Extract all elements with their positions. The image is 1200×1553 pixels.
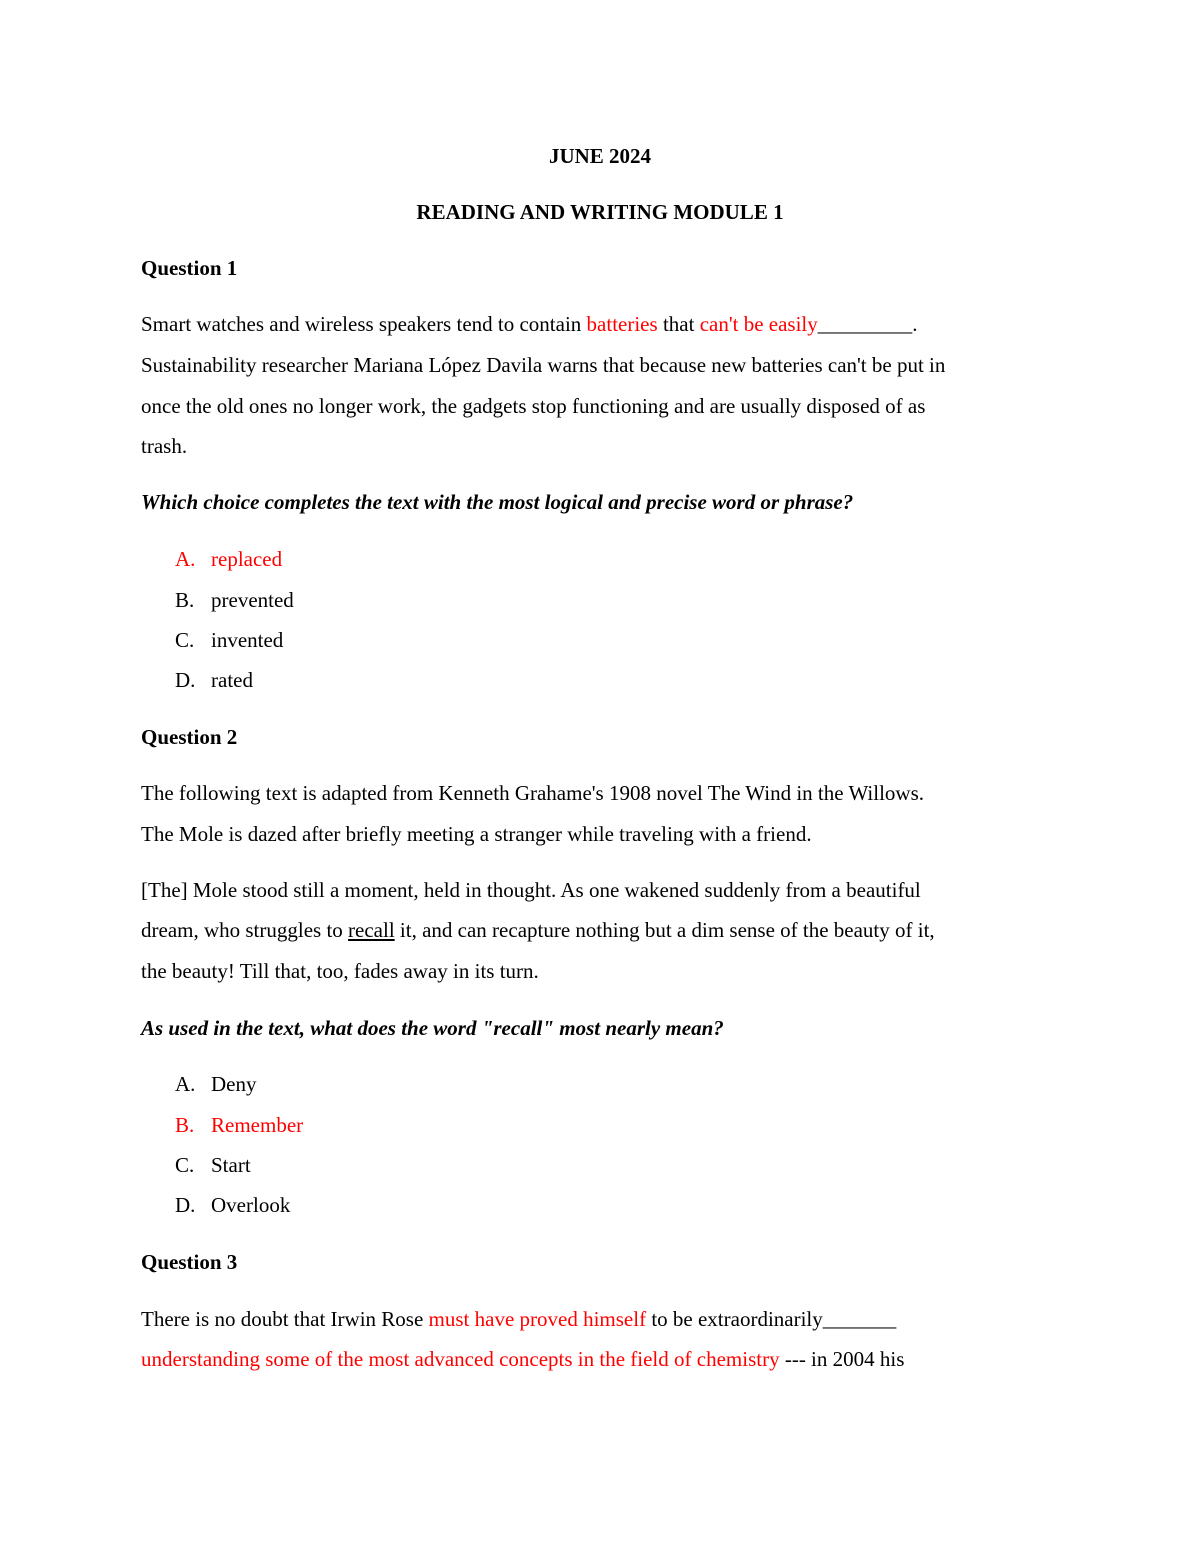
- option-letter: C.: [175, 628, 195, 652]
- question-1-option-c[interactable]: [175, 627, 283, 653]
- option-letter: B.: [175, 1113, 195, 1137]
- question-2-title: Question 2: [141, 725, 238, 749]
- question-2-passage-line-2: [141, 917, 935, 943]
- question-1-title: Question 1: [141, 256, 238, 280]
- question-1-option-d[interactable]: [175, 667, 253, 693]
- option-text: Start: [211, 1153, 251, 1177]
- text-span: that: [657, 312, 700, 336]
- option-letter: A.: [175, 1072, 196, 1096]
- question-1-text-line-1: [141, 311, 918, 337]
- question-3-text-line-1: [141, 1306, 896, 1332]
- option-letter: D.: [175, 1193, 196, 1217]
- question-1-option-b[interactable]: [175, 587, 294, 613]
- text-span: There is no doubt that Irwin Rose: [141, 1307, 429, 1331]
- highlighted-text: batteries: [586, 312, 658, 336]
- option-text: invented: [211, 628, 284, 652]
- underlined-word: recall: [348, 918, 395, 942]
- text-span: Smart watches and wireless speakers tend to contain: [141, 312, 587, 336]
- highlighted-text: understanding some of the most advanced concepts in the field of chemistry: [141, 1347, 780, 1371]
- question-2-prompt: As used in the text, what does the word "recall" most nearly mean?: [141, 1016, 724, 1040]
- option-letter: C.: [175, 1153, 195, 1177]
- option-text: rated: [211, 668, 253, 692]
- question-2-option-d[interactable]: [175, 1192, 290, 1218]
- blank: _________.: [817, 312, 918, 336]
- question-2-passage-line-3: the beauty! Till that, too, fades away in its turn.: [141, 959, 539, 983]
- question-3-text-line-2: [141, 1346, 904, 1372]
- text-span: dream, who struggles to: [141, 918, 349, 942]
- option-text: Deny: [211, 1072, 257, 1096]
- text-span: to be extraordinarily_______: [646, 1307, 897, 1331]
- question-1-text-line-2: Sustainability researcher Mariana López Davila warns that because new batteries can't be put in: [141, 353, 946, 377]
- question-2-option-a[interactable]: [175, 1071, 257, 1097]
- option-text: prevented: [211, 588, 294, 612]
- question-2-intro-line-2: The Mole is dazed after briefly meeting a stranger while traveling with a friend.: [141, 822, 812, 846]
- highlighted-text: must have proved himself: [428, 1307, 647, 1331]
- question-2-option-b[interactable]: [175, 1112, 303, 1138]
- option-text: replaced: [211, 547, 283, 571]
- option-letter: B.: [175, 588, 195, 612]
- option-letter: A.: [175, 547, 196, 571]
- option-text: Remember: [211, 1113, 304, 1137]
- question-2-passage-line-1: [The] Mole stood still a moment, held in thought. As one wakened suddenly from a beautiful: [141, 878, 921, 902]
- option-letter: D.: [175, 668, 196, 692]
- text-span: it, and can recapture nothing but a dim sense of the beauty of it,: [394, 918, 935, 942]
- question-1-text-line-4: trash.: [141, 434, 188, 458]
- question-2-intro-line-1: The following text is adapted from Kenneth Grahame's 1908 novel The Wind in the Willows.: [141, 781, 925, 805]
- question-1-prompt: Which choice completes the text with the most logical and precise word or phrase?: [141, 490, 854, 514]
- text-span: --- in 2004 his: [779, 1347, 905, 1371]
- module-title: READING AND WRITING MODULE 1: [416, 200, 784, 224]
- question-1-option-a[interactable]: [175, 546, 282, 572]
- question-1-text-line-3: once the old ones no longer work, the gadgets stop functioning and are usually disposed of as: [141, 394, 926, 418]
- highlighted-text: can't be easily: [699, 312, 818, 336]
- question-2-option-c[interactable]: [175, 1152, 251, 1178]
- option-text: Overlook: [211, 1193, 291, 1217]
- question-3-title: Question 3: [141, 1250, 238, 1274]
- document-date: JUNE 2024: [548, 144, 652, 168]
